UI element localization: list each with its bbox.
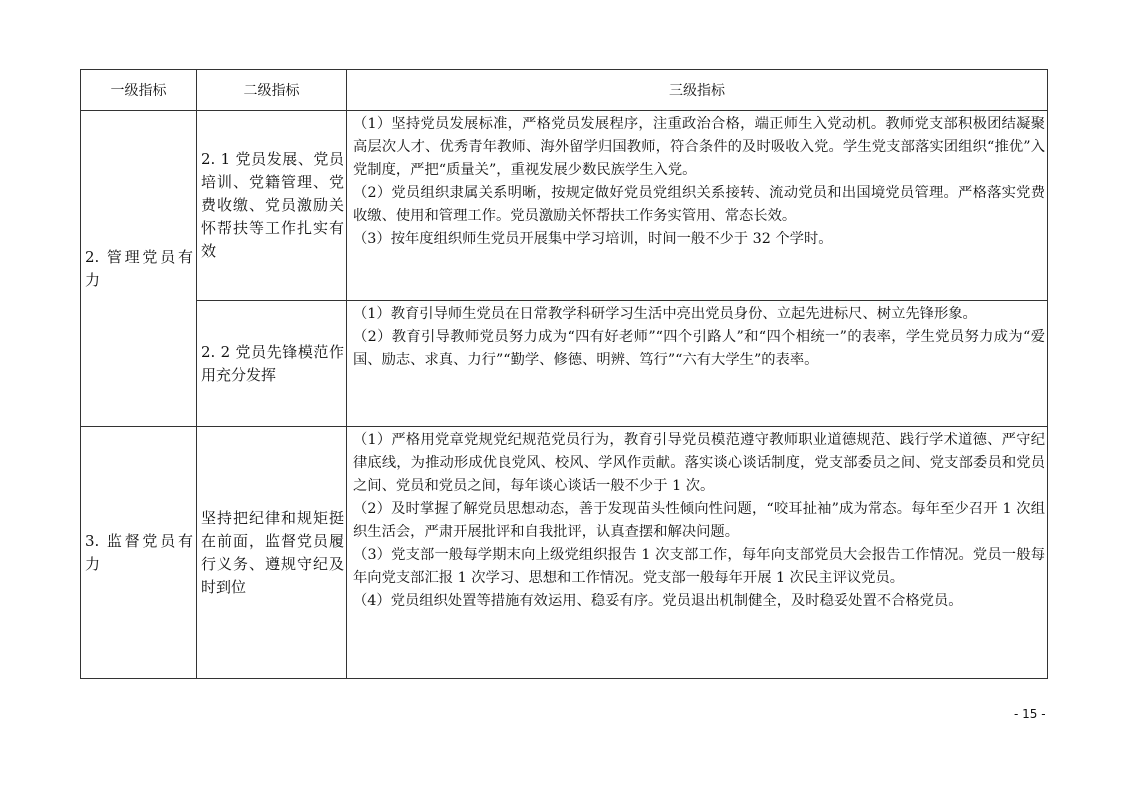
level3-cell bbox=[347, 301, 1048, 427]
table-header-row bbox=[81, 70, 1048, 111]
table-row bbox=[81, 111, 1048, 301]
header-level1: 一级指标 bbox=[81, 70, 197, 111]
header-level3: 三级指标 bbox=[347, 70, 1048, 111]
indicator-item: （2）党员组织隶属关系明晰，按规定做好党员党组织关系接转、流动党员和出国境党员管理。严格落实党费收缴、使用和管理工作。党员激励关怀帮扶工作务实管用、常态长效。 bbox=[353, 185, 1045, 224]
header-level2: 二级指标 bbox=[197, 70, 347, 111]
level3-cell bbox=[347, 111, 1048, 301]
indicator-item: （2）及时掌握了解党员思想动态，善于发现苗头性倾向性问题，“咬耳扯袖”成为常态。每年至少召开 1 次组织生活会，严肃开展批评和自我批评，认真查摆和解决问题。 bbox=[353, 501, 1045, 540]
indicator-item: （1）教育引导师生党员在日常教学科研学习生活中亮出党员身份、立起先进标尺、树立先锋形象。 bbox=[353, 306, 977, 322]
table-row bbox=[81, 427, 1048, 679]
level2-cell: 2. 1 党员发展、党员培训、党籍管理、党费收缴、党员激励关怀帮扶等工作扎实有效 bbox=[197, 111, 347, 301]
indicator-item: （3）党支部一般每学期末向上级党组织报告 1 次支部工作，每年向支部党员大会报告工作情况。党员一般每年向党支部汇报 1 次学习、思想和工作情况。党支部一般每年开展 1 次民主评议党员。 bbox=[353, 547, 1045, 586]
table-row bbox=[81, 301, 1048, 427]
level2-cell: 2. 2 党员先锋模范作用充分发挥 bbox=[197, 301, 347, 427]
indicator-item: （4）党员组织处置等措施有效运用、稳妥有序。党员退出机制健全，及时稳妥处置不合格党员。 bbox=[353, 593, 963, 609]
level2-cell: 坚持把纪律和规矩挺在前面，监督党员履行义务、遵规守纪及时到位 bbox=[197, 427, 347, 679]
level1-cell: 3. 监督党员有力 bbox=[81, 427, 197, 679]
level3-cell bbox=[347, 427, 1048, 679]
level1-cell: 2. 管理党员有力 bbox=[81, 111, 197, 427]
page-number: - 15 - bbox=[1014, 707, 1046, 721]
indicator-table bbox=[80, 69, 1048, 679]
indicator-item: （1）严格用党章党规党纪规范党员行为，教育引导党员模范遵守教师职业道德规范、践行学术道德、严守纪律底线，为推动形成优良党风、校风、学风作贡献。落实谈心谈话制度，党支部委员之间、党支部委员和党员之间、党员和党员之间，每年谈心谈话一般不少于 1 次。 bbox=[353, 432, 1045, 494]
indicator-item: （1）坚持党员发展标准，严格党员发展程序，注重政治合格，端正师生入党动机。教师党支部积极团结凝聚高层次人才、优秀青年教师、海外留学归国教师，符合条件的及时吸收入党。学生党支部落实团组织“推优”入党制度，严把“质量关”，重视发展少数民族学生入党。 bbox=[353, 116, 1045, 178]
indicator-item: （3）按年度组织师生党员开展集中学习培训，时间一般不少于 32 个学时。 bbox=[353, 231, 833, 247]
indicator-item: （2）教育引导教师党员努力成为“四有好老师”“四个引路人”和“四个相统一”的表率，学生党员努力成为“爱国、励志、求真、力行”“勤学、修德、明辨、笃行”“六有大学生”的表率。 bbox=[353, 329, 1045, 368]
